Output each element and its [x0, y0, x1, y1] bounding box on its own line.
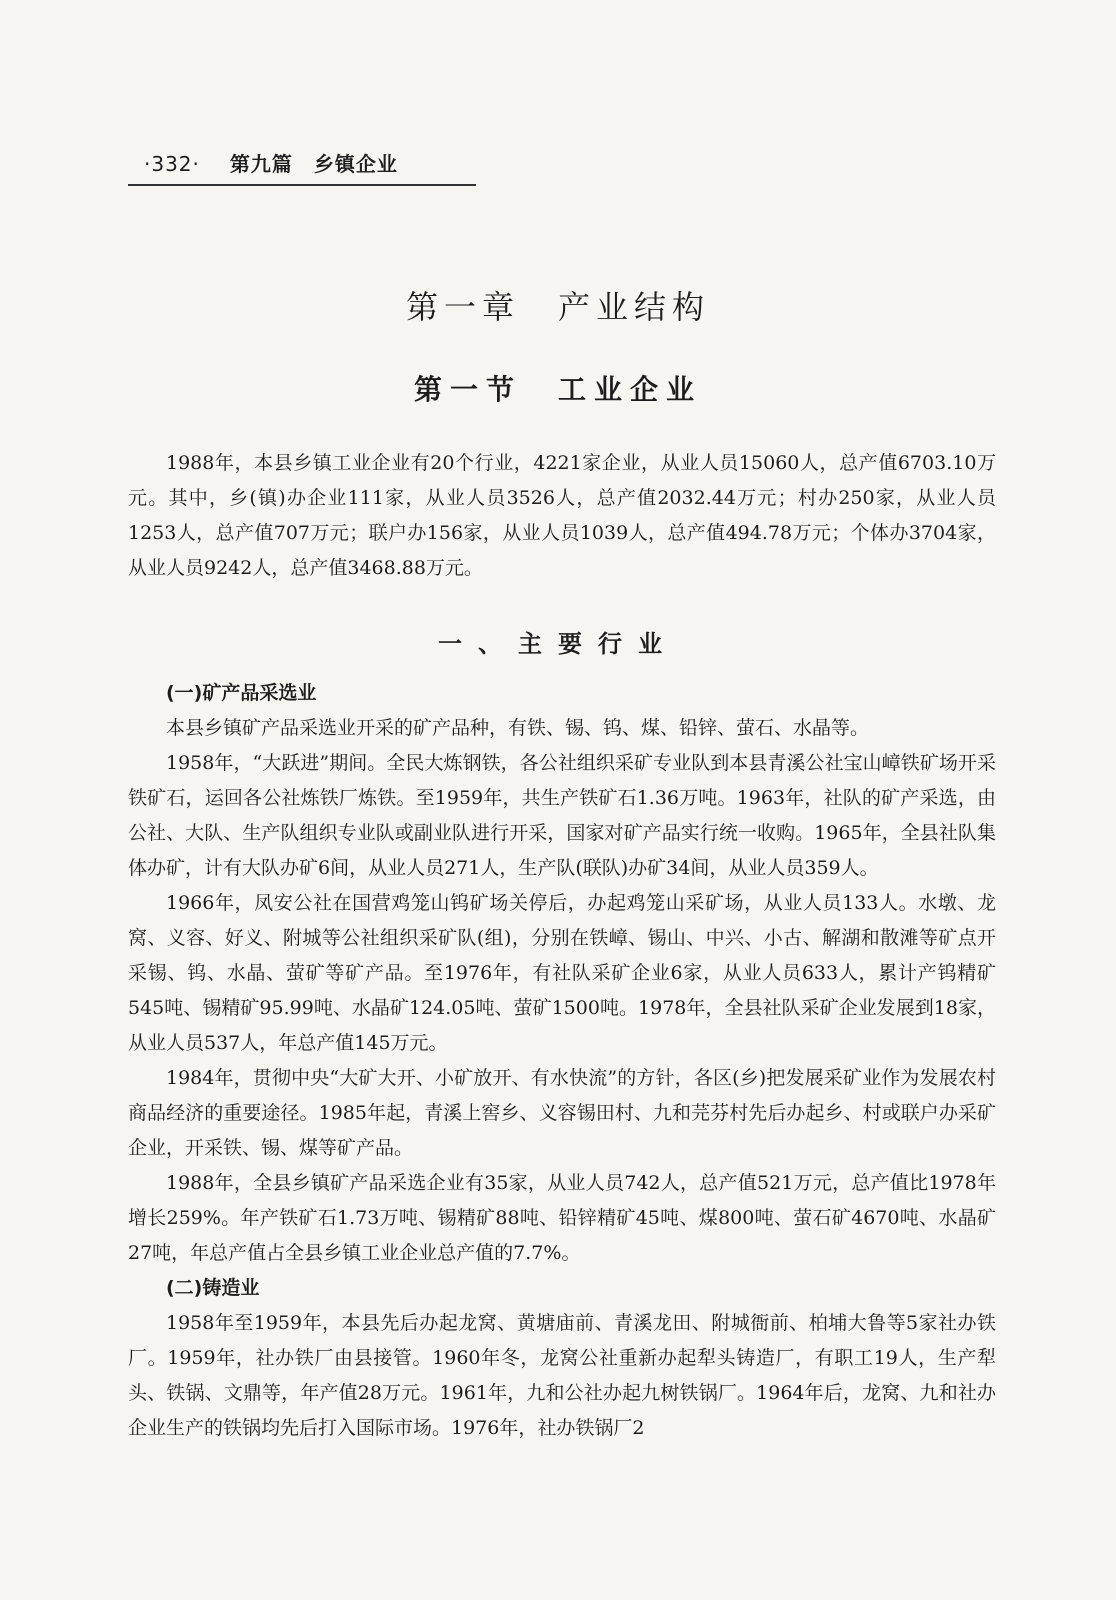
section-title: 第一节 工业企业 [413, 373, 702, 406]
mining-paragraph-4: 1984年，贯彻中央“大矿大开、小矿放开、有水快流”的方针，各区(乡)把发展采矿业作为发展农村商品经济的重要途径。1985年起，青溪上窖乡、义容锡田村、九和芫芬村先后办起乡、村或联户办采矿企业，开采铁、锡、煤等矿产品。 [128, 1067, 996, 1159]
header-rule [128, 184, 476, 186]
mining-paragraph-1: 本县乡镇矿产品采选业开采的矿产品种，有铁、锡、钨、煤、铅锌、萤石、水晶等。 [166, 717, 870, 739]
mining-heading: (一)矿产品采选业 [166, 682, 317, 704]
intro-block [128, 446, 996, 586]
running-head [144, 148, 398, 177]
casting-heading: (二)铸造业 [166, 1277, 260, 1299]
chapter-title: 第一章 产业结构 [405, 288, 710, 326]
casting-paragraph-1: 1958年至1959年，本县先后办起龙窝、黄塘庙前、青溪龙田、附城衙前、柏埔大鲁等5家社办铁厂。1959年，社办铁厂由县接管。1960年冬，龙窝公社重新办起犁头铸造厂，有职工19人，生产犁头、铁锅、文鼎等，年产值28万元。1961年，九和公社办起九树铁锅厂。1964年后，龙窝、九和社办企业生产的铁锅均先后打入国际市场。1976年，社办铁锅厂2 [128, 1312, 996, 1439]
mining-paragraph-5: 1988年，全县乡镇矿产品采选企业有35家，从业人员742人，总产值521万元，总产值比1978年增长259%。年产铁矿石1.73万吨、锡精矿88吨、铅锌精矿45吨、煤800吨、萤石矿4670吨、水晶矿27吨，年总产值占全县乡镇工业企业总产值的7.7%。 [128, 1172, 996, 1264]
sub-heading: 一、主要行业 [438, 630, 678, 658]
mining-paragraph-3: 1966年，凤安公社在国营鸡笼山钨矿场关停后，办起鸡笼山采矿场，从业人员133人。水墩、龙窝、义容、好义、附城等公社组织采矿队(组)，分别在铁嶂、锡山、中兴、小古、解湖和散滩等矿点开采锡、钨、水晶、萤矿等矿产品。至1976年，有社队采矿企业6家，从业人员633人，累计产钨精矿545吨、锡精矿95.99吨、水晶矿124.05吨、萤矿1500吨。1978年，全县社队采矿企业发展到18家，从业人员537人，年总产值145万元。 [128, 892, 996, 1054]
part-title: 第九篇 乡镇企业 [229, 152, 398, 176]
page-number: ·332· [144, 152, 200, 176]
intro-paragraph: 1988年，本县乡镇工业企业有20个行业，4221家企业，从业人员15060人，总产值6703.10万元。其中，乡(镇)办企业111家，从业人员3526人，总产值2032.44万元；村办250家，从业人员1253人，总产值707万元；联户办156家，从业人员1039人，总产值494.78万元；个体办3704家，从业人员9242人，总产值3468.88万元。 [128, 452, 996, 579]
body-block [128, 676, 996, 1446]
mining-paragraph-2: 1958年，“大跃进”期间。全民大炼钢铁，各公社组织采矿专业队到本县青溪公社宝山嶂铁矿场开采铁矿石，运回各公社炼铁厂炼铁。至1959年，共生产铁矿石1.36万吨。1963年，社队的矿产采选，由公社、大队、生产队组织专业队或副业队进行开采，国家对矿产品实行统一收购。1965年，全县社队集体办矿，计有大队办矿6间，从业人员271人，生产队(联队)办矿34间，从业人员359人。 [128, 752, 996, 879]
